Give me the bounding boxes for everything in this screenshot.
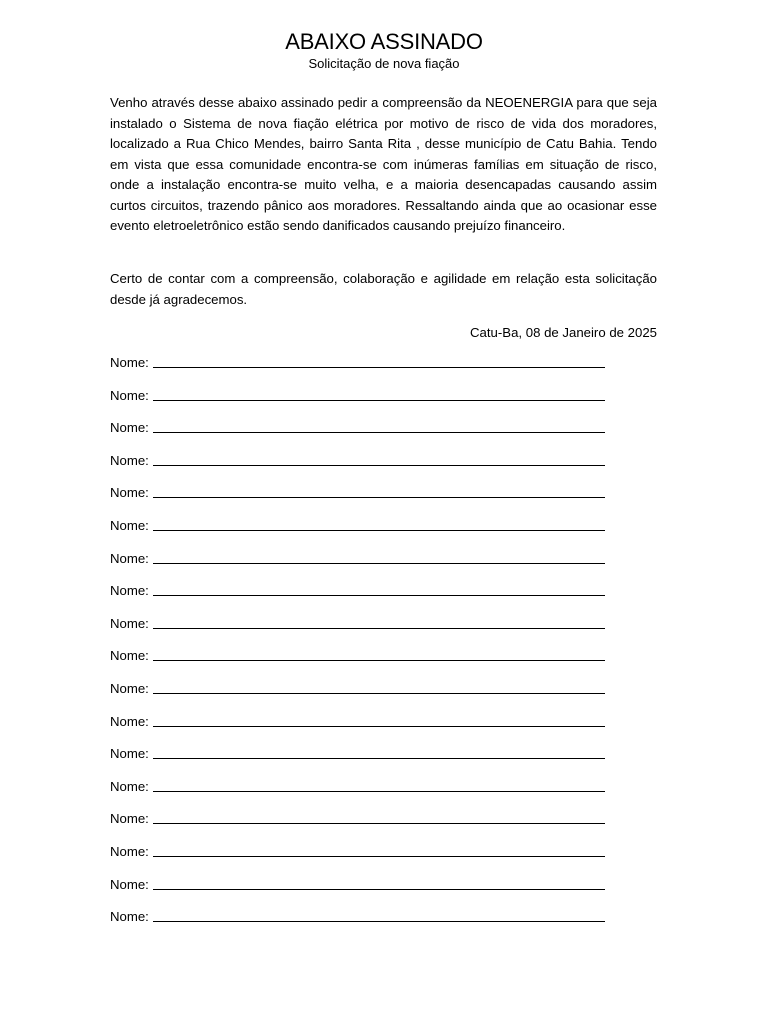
- signature-name-label: Nome:: [110, 615, 149, 631]
- signature-line[interactable]: [153, 679, 605, 694]
- signature-list: [110, 353, 630, 940]
- signature-row: [110, 809, 630, 842]
- signature-name-label: Nome:: [110, 517, 149, 533]
- signature-name-label: Nome:: [110, 680, 149, 696]
- signature-row: [110, 712, 630, 745]
- signature-row: [110, 418, 630, 451]
- signature-line[interactable]: [153, 516, 605, 531]
- signature-line[interactable]: [153, 353, 605, 368]
- signature-line[interactable]: [153, 875, 605, 890]
- signature-row: [110, 386, 630, 419]
- signature-name-label: Nome:: [110, 876, 149, 892]
- signature-row: [110, 353, 630, 386]
- request-paragraph: Venho através desse abaixo assinado pedir a compreensão da NEOENERGIA para que seja instalado o Sistema de nova fiação elétrica por motivo de risco de vida dos moradores, localizado a Rua Chico Mendes, bairro Santa Rita , desse município de Catu Bahia. Tendo em vista que essa comunidade encontra-se com inúmeras famílias em situação de risco, onde a instalação encontra-se muito velha, e a maioria desencapadas causando assim curtos circuitos, trazendo pânico aos moradores. Ressaltando ainda que ao ocasionar esse evento eletroeletrônico estão sendo danificados causando prejuízo financeiro.: [110, 95, 657, 233]
- signature-row: [110, 516, 630, 549]
- signature-line[interactable]: [153, 646, 605, 661]
- signature-name-label: Nome:: [110, 909, 149, 925]
- signature-line[interactable]: [153, 386, 605, 401]
- thanks-paragraph: Certo de contar com a compreensão, colaboração e agilidade em relação esta solicitação desde já agradecemos.: [110, 271, 657, 307]
- signature-name-label: Nome:: [110, 355, 149, 370]
- signature-row: [110, 875, 630, 908]
- signature-name-label: Nome:: [110, 452, 149, 468]
- signature-name-label: Nome:: [110, 485, 149, 501]
- signature-row: [110, 549, 630, 582]
- signature-name-label: Nome:: [110, 648, 149, 664]
- signature-line[interactable]: [153, 712, 605, 727]
- signature-row: [110, 679, 630, 712]
- signature-line[interactable]: [153, 418, 605, 433]
- date-line: Catu-Ba, 08 de Janeiro de 2025: [470, 325, 657, 340]
- signature-name-label: Nome:: [110, 583, 149, 599]
- signature-row: [110, 777, 630, 810]
- signature-line[interactable]: [153, 451, 605, 466]
- signature-line[interactable]: [153, 614, 605, 629]
- signature-name-label: Nome:: [110, 746, 149, 762]
- document-title: ABAIXO ASSINADO: [285, 29, 483, 54]
- signature-line[interactable]: [153, 549, 605, 564]
- signature-row: [110, 451, 630, 484]
- signature-line[interactable]: [153, 581, 605, 596]
- signature-line[interactable]: [153, 744, 605, 759]
- signature-row: [110, 483, 630, 516]
- signature-name-label: Nome:: [110, 713, 149, 729]
- signature-row: [110, 646, 630, 679]
- signature-name-label: Nome:: [110, 778, 149, 794]
- signature-row: [110, 907, 630, 940]
- signature-row: [110, 744, 630, 777]
- signature-row: [110, 842, 630, 875]
- signature-line[interactable]: [153, 483, 605, 498]
- signature-line[interactable]: [153, 907, 605, 922]
- document-subtitle: Solicitação de nova fiação: [308, 56, 460, 71]
- signature-line[interactable]: [153, 842, 605, 857]
- signature-name-label: Nome:: [110, 387, 149, 403]
- signature-row: [110, 614, 630, 647]
- signature-name-label: Nome:: [110, 843, 149, 859]
- signature-row: [110, 581, 630, 614]
- signature-name-label: Nome:: [110, 811, 149, 827]
- signature-line[interactable]: [153, 777, 605, 792]
- signature-line[interactable]: [153, 809, 605, 824]
- signature-name-label: Nome:: [110, 420, 149, 436]
- signature-name-label: Nome:: [110, 550, 149, 566]
